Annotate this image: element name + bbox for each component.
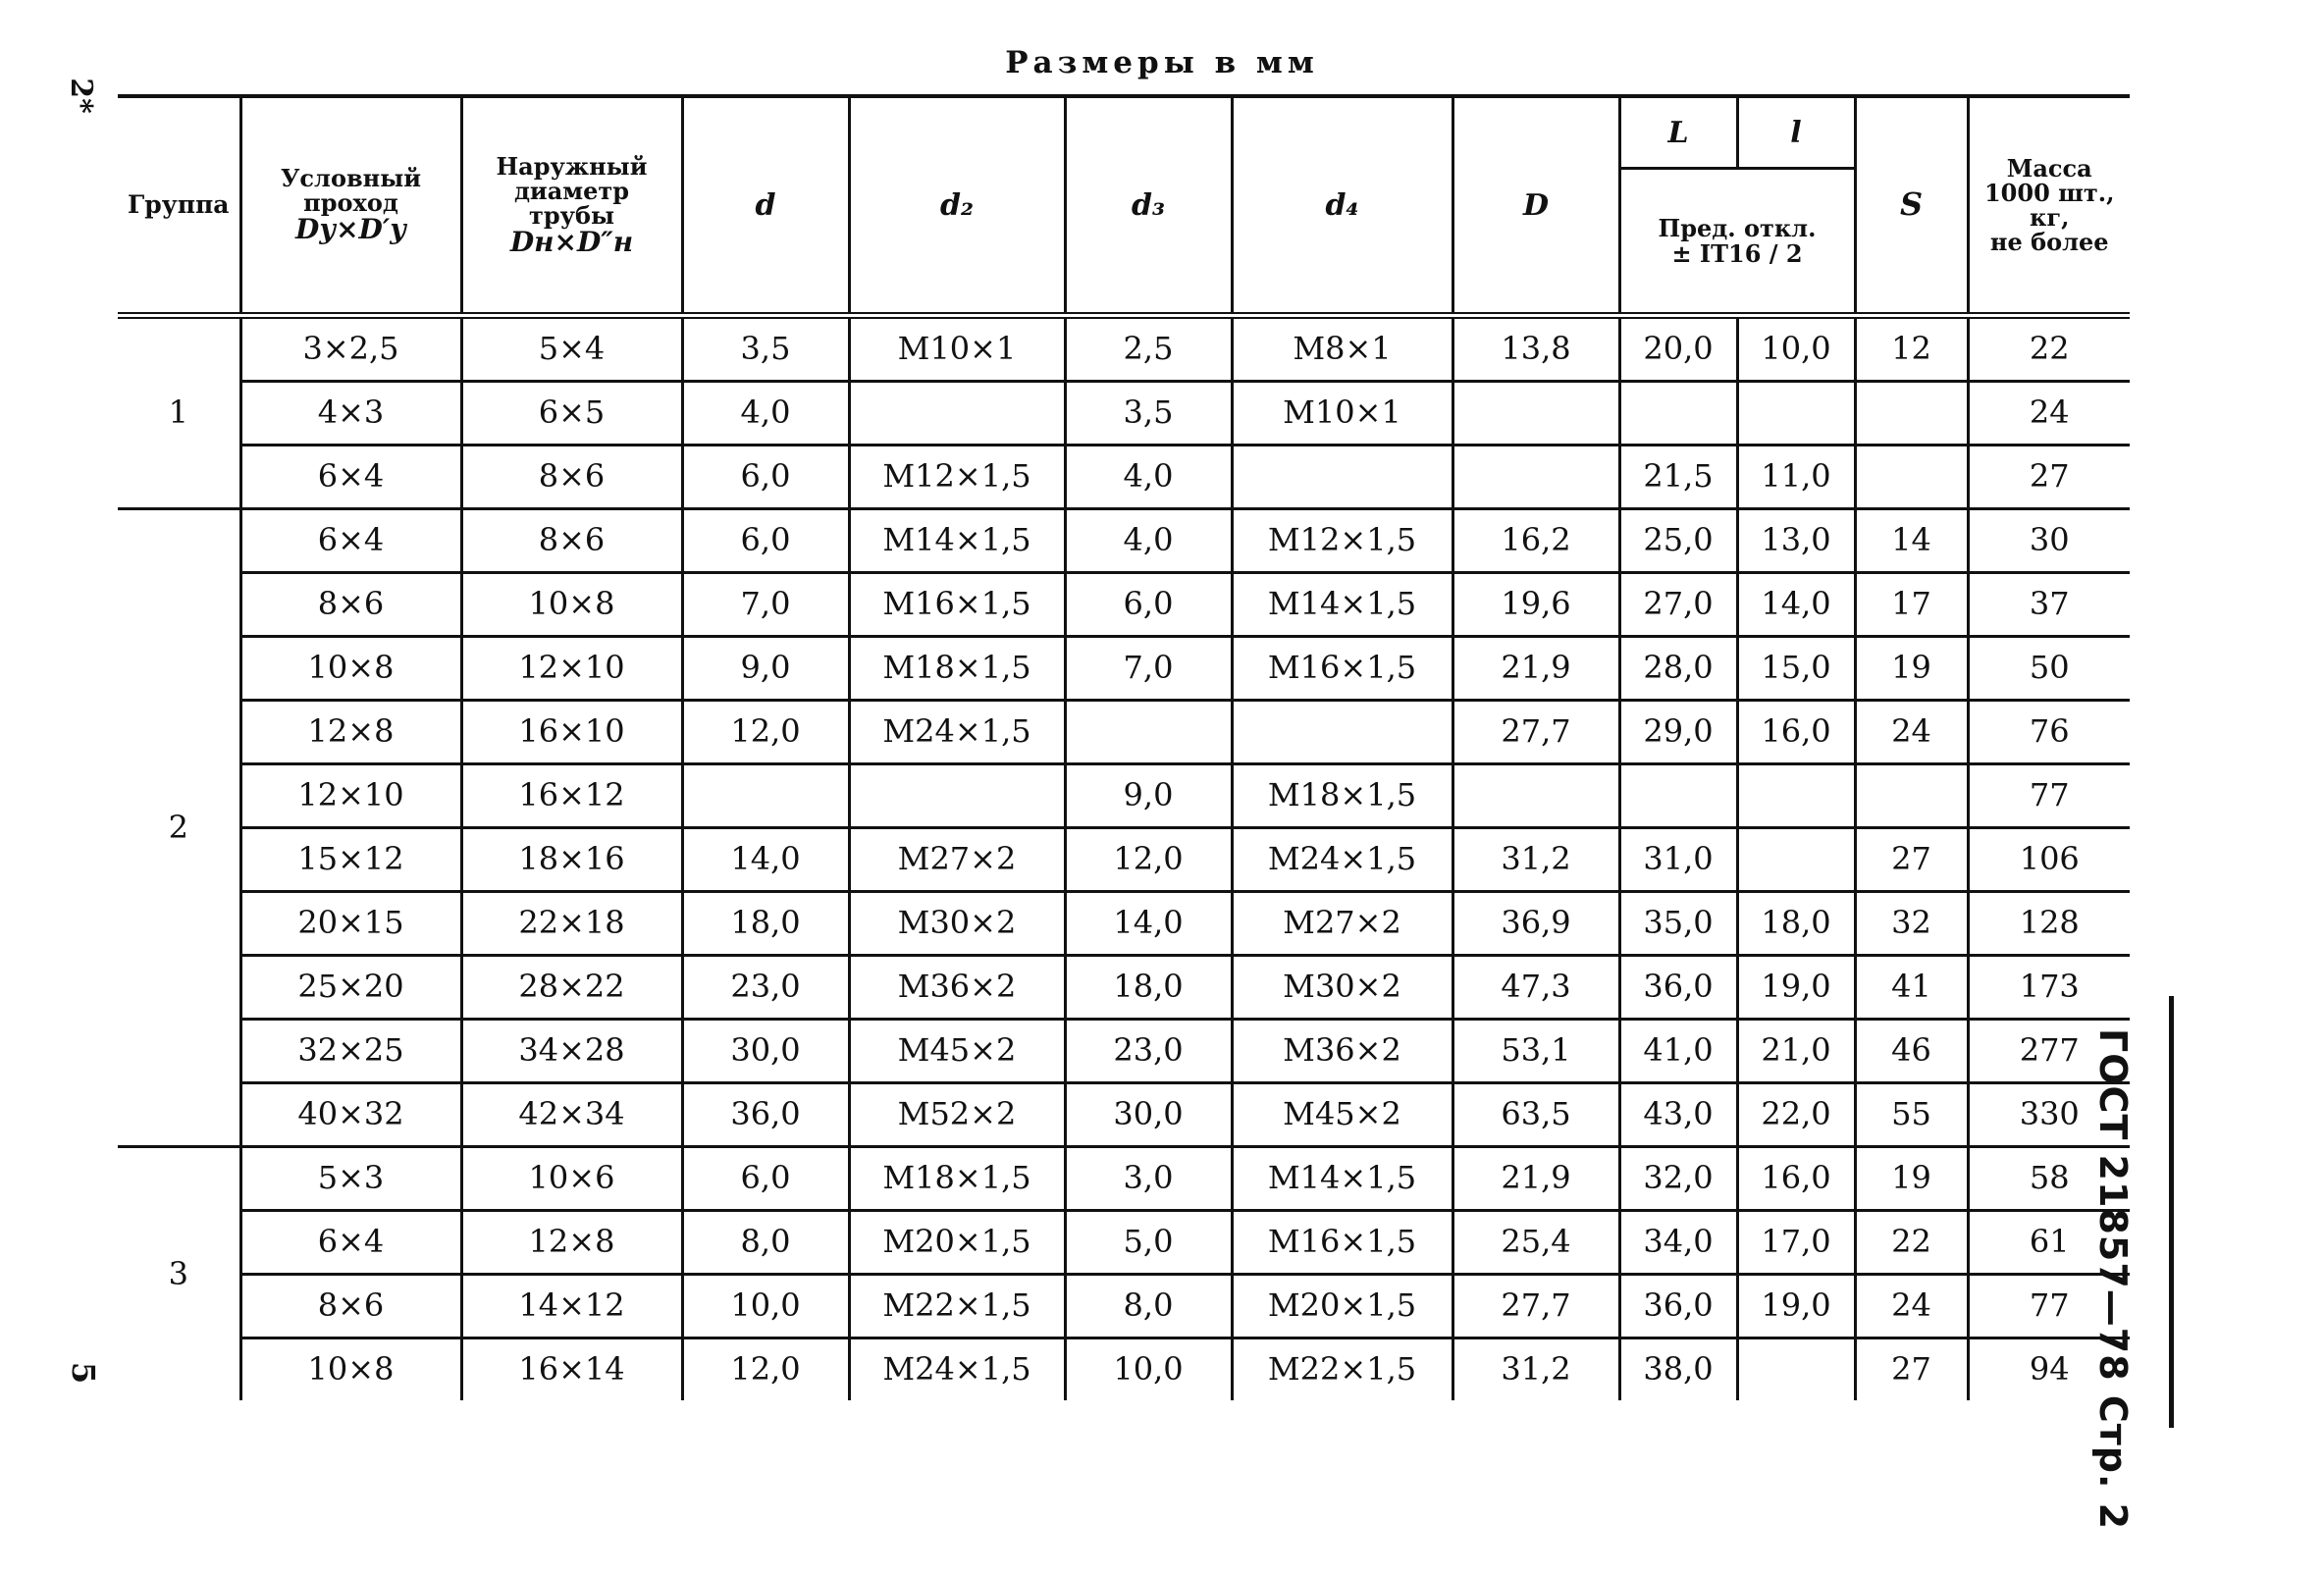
- header-dn-line2: диаметр: [513, 176, 630, 205]
- group-cell: 1: [118, 316, 240, 509]
- cell-d2: M14×1,5: [849, 509, 1065, 573]
- cell-d3: 4,0: [1065, 509, 1232, 573]
- header-L: L: [1619, 96, 1737, 169]
- page-mark-top: 2*: [63, 78, 98, 114]
- cell-L: 20,0: [1619, 316, 1737, 382]
- cell-l: 16,0: [1737, 1147, 1855, 1211]
- cell-D: 21,9: [1452, 1147, 1619, 1211]
- table-row: [118, 637, 2130, 701]
- cell-d3: 9,0: [1065, 764, 1232, 828]
- table-row: [118, 1147, 2130, 1211]
- cell-dn: 18×16: [461, 828, 682, 892]
- cell-dy: 10×8: [240, 1338, 461, 1401]
- table-row: [118, 892, 2130, 956]
- cell-l: 14,0: [1737, 573, 1855, 637]
- table-row: [118, 828, 2130, 892]
- cell-d3: 4,0: [1065, 446, 1232, 509]
- table-row: [118, 1338, 2130, 1401]
- cell-L: 25,0: [1619, 509, 1737, 573]
- cell-d3: 7,0: [1065, 637, 1232, 701]
- cell-d3: 18,0: [1065, 956, 1232, 1020]
- cell-d2: M27×2: [849, 828, 1065, 892]
- header-mass-line3: кг,: [2030, 203, 2070, 232]
- cell-L: 28,0: [1619, 637, 1737, 701]
- cell-dn: 5×4: [461, 316, 682, 382]
- table-row: [118, 1083, 2130, 1147]
- cell-L: 29,0: [1619, 701, 1737, 764]
- cell-S: 41: [1855, 956, 1968, 1020]
- header-d4: d₄: [1232, 96, 1452, 316]
- cell-S: 14: [1855, 509, 1968, 573]
- header-dn-line1: Наружный: [496, 151, 648, 181]
- cell-l: [1737, 828, 1855, 892]
- cell-mass: 330: [1968, 1083, 2130, 1147]
- cell-dy: 12×8: [240, 701, 461, 764]
- cell-dn: 22×18: [461, 892, 682, 956]
- cell-d3: 14,0: [1065, 892, 1232, 956]
- cell-d: 6,0: [682, 1147, 849, 1211]
- cell-dn: 16×12: [461, 764, 682, 828]
- cell-d: 14,0: [682, 828, 849, 892]
- cell-dy: 8×6: [240, 573, 461, 637]
- header-group: Группа: [118, 96, 240, 316]
- cell-D: 21,9: [1452, 637, 1619, 701]
- cell-dy: 40×32: [240, 1083, 461, 1147]
- cell-dn: 16×14: [461, 1338, 682, 1401]
- cell-S: 22: [1855, 1211, 1968, 1275]
- cell-L: 35,0: [1619, 892, 1737, 956]
- cell-d: 8,0: [682, 1211, 849, 1275]
- cell-d2: M18×1,5: [849, 1147, 1065, 1211]
- cell-l: 10,0: [1737, 316, 1855, 382]
- cell-d4: M36×2: [1232, 1020, 1452, 1083]
- cell-d3: 10,0: [1065, 1338, 1232, 1401]
- cell-mass: 173: [1968, 956, 2130, 1020]
- cell-S: 27: [1855, 828, 1968, 892]
- cell-d3: 3,5: [1065, 382, 1232, 446]
- cell-dy: 6×4: [240, 1211, 461, 1275]
- cell-d: 6,0: [682, 509, 849, 573]
- cell-S: [1855, 446, 1968, 509]
- header-d2: d₂: [849, 96, 1065, 316]
- cell-S: 27: [1855, 1338, 1968, 1401]
- cell-d4: M12×1,5: [1232, 509, 1452, 573]
- cell-l: [1737, 764, 1855, 828]
- cell-D: 36,9: [1452, 892, 1619, 956]
- cell-S: 24: [1855, 1275, 1968, 1338]
- cell-D: [1452, 446, 1619, 509]
- cell-L: 36,0: [1619, 956, 1737, 1020]
- cell-d3: [1065, 701, 1232, 764]
- table-row: [118, 701, 2130, 764]
- cell-D: [1452, 382, 1619, 446]
- cell-dy: 4×3: [240, 382, 461, 446]
- header-dy-symbol: Dу×D′у: [295, 213, 406, 246]
- side-rule: [2169, 996, 2174, 1428]
- cell-d4: M10×1: [1232, 382, 1452, 446]
- cell-L: 34,0: [1619, 1211, 1737, 1275]
- cell-d3: 6,0: [1065, 573, 1232, 637]
- cell-d3: 30,0: [1065, 1083, 1232, 1147]
- header-mass-line2: 1000 шт.,: [1983, 178, 2115, 207]
- cell-mass: 277: [1968, 1020, 2130, 1083]
- header-dn-symbol: Dн×D″н: [509, 226, 634, 259]
- cell-dn: 16×10: [461, 701, 682, 764]
- header-dn-line3: трубы: [528, 200, 615, 230]
- cell-mass: 128: [1968, 892, 2130, 956]
- table-row: [118, 764, 2130, 828]
- cell-L: 38,0: [1619, 1338, 1737, 1401]
- cell-d4: M22×1,5: [1232, 1338, 1452, 1401]
- cell-d4: M8×1: [1232, 316, 1452, 382]
- cell-S: 55: [1855, 1083, 1968, 1147]
- standard-side-label: ГОСТ 21857—78 Стр. 2: [2091, 1028, 2135, 1531]
- header-d3: d₃: [1065, 96, 1232, 316]
- header-conditional-passage: [240, 96, 461, 316]
- cell-d4: M30×2: [1232, 956, 1452, 1020]
- cell-d: 4,0: [682, 382, 849, 446]
- cell-d: 7,0: [682, 573, 849, 637]
- cell-mass: 30: [1968, 509, 2130, 573]
- cell-S: 32: [1855, 892, 1968, 956]
- cell-l: 13,0: [1737, 509, 1855, 573]
- cell-d: 18,0: [682, 892, 849, 956]
- cell-dn: 42×34: [461, 1083, 682, 1147]
- cell-L: 43,0: [1619, 1083, 1737, 1147]
- cell-d2: M52×2: [849, 1083, 1065, 1147]
- cell-mass: 106: [1968, 828, 2130, 892]
- header-d: d: [682, 96, 849, 316]
- cell-L: 41,0: [1619, 1020, 1737, 1083]
- table-row: [118, 1020, 2130, 1083]
- cell-D: [1452, 764, 1619, 828]
- cell-dy: 10×8: [240, 637, 461, 701]
- cell-d3: 23,0: [1065, 1020, 1232, 1083]
- cell-d4: M14×1,5: [1232, 573, 1452, 637]
- cell-l: 21,0: [1737, 1020, 1855, 1083]
- cell-mass: 22: [1968, 316, 2130, 382]
- cell-dy: 15×12: [240, 828, 461, 892]
- group-cell: 3: [118, 1147, 240, 1401]
- cell-d4: [1232, 446, 1452, 509]
- cell-d2: M22×1,5: [849, 1275, 1065, 1338]
- cell-d3: 8,0: [1065, 1275, 1232, 1338]
- table-row: [118, 316, 2130, 382]
- cell-dn: 28×22: [461, 956, 682, 1020]
- cell-dn: 10×8: [461, 573, 682, 637]
- cell-mass: 61: [1968, 1211, 2130, 1275]
- cell-dy: 6×4: [240, 446, 461, 509]
- header-D: D: [1452, 96, 1619, 316]
- cell-mass: 94: [2029, 1350, 2070, 1389]
- cell-dy: 5×3: [240, 1147, 461, 1211]
- table-row: [118, 509, 2130, 573]
- header-mass-line4: не более: [1989, 228, 2109, 257]
- cell-D: 63,5: [1452, 1083, 1619, 1147]
- cell-d2: M30×2: [849, 892, 1065, 956]
- cell-d4: M27×2: [1232, 892, 1452, 956]
- cell-dy: 25×20: [240, 956, 461, 1020]
- cell-d4: M18×1,5: [1232, 764, 1452, 828]
- cell-d2: M20×1,5: [849, 1211, 1065, 1275]
- cell-dn: 6×5: [461, 382, 682, 446]
- cell-D: 27,7: [1452, 701, 1619, 764]
- table-row: [118, 446, 2130, 509]
- cell-S: 46: [1855, 1020, 1968, 1083]
- cell-d2: M16×1,5: [849, 573, 1065, 637]
- cell-d4: M16×1,5: [1232, 1211, 1452, 1275]
- header-dy-line2: проход: [303, 188, 398, 218]
- cell-D: 27,7: [1452, 1275, 1619, 1338]
- cell-L: 31,0: [1619, 828, 1737, 892]
- cell-d: 36,0: [682, 1083, 849, 1147]
- table-row: [118, 1211, 2130, 1275]
- cell-D: 31,2: [1452, 828, 1619, 892]
- cell-l: 19,0: [1737, 1275, 1855, 1338]
- cell-D: 53,1: [1452, 1020, 1619, 1083]
- cell-L: 27,0: [1619, 573, 1737, 637]
- cell-D: 25,4: [1452, 1211, 1619, 1275]
- cell-mass: 24: [1968, 382, 2130, 446]
- cell-d3: 3,0: [1065, 1147, 1232, 1211]
- table-body: [118, 316, 2130, 1401]
- cell-l: 22,0: [1737, 1083, 1855, 1147]
- cell-S: 17: [1855, 573, 1968, 637]
- header-mass: [1968, 96, 2130, 316]
- cell-L: 36,0: [1619, 1275, 1737, 1338]
- cell-L: 32,0: [1619, 1147, 1737, 1211]
- header-S: S: [1855, 96, 1968, 316]
- cell-d: 23,0: [682, 956, 849, 1020]
- cell-d: [682, 764, 849, 828]
- group-cell: 2: [118, 509, 240, 1147]
- cell-d2: M12×1,5: [849, 446, 1065, 509]
- header-outer-diameter: [461, 96, 682, 316]
- cell-d: 10,0: [682, 1275, 849, 1338]
- cell-D: 13,8: [1452, 316, 1619, 382]
- header-tolerance-line1: Пред. откл.: [1658, 214, 1817, 243]
- cell-l: 19,0: [1737, 956, 1855, 1020]
- cell-d: 30,0: [682, 1020, 849, 1083]
- table-row: [118, 382, 2130, 446]
- cell-dy: 32×25: [240, 1020, 461, 1083]
- cell-L: [1619, 764, 1737, 828]
- cell-d3: 5,0: [1065, 1211, 1232, 1275]
- cell-d4: [1232, 701, 1452, 764]
- header-mass-line1: Масса: [2006, 153, 2092, 183]
- cell-d4: M20×1,5: [1232, 1275, 1452, 1338]
- cell-d4: M14×1,5: [1232, 1147, 1452, 1211]
- cell-dy: 12×10: [240, 764, 461, 828]
- cell-l: [1737, 382, 1855, 446]
- cell-d4: M16×1,5: [1232, 637, 1452, 701]
- cell-mass: 37: [1968, 573, 2130, 637]
- cell-mass: 50: [1968, 637, 2130, 701]
- header-tolerance-line2: ± IT16 / 2: [1671, 238, 1803, 268]
- header-l: l: [1737, 96, 1855, 169]
- cell-S: 19: [1855, 1147, 1968, 1211]
- cell-l: 11,0: [1737, 446, 1855, 509]
- cell-dy: 3×2,5: [240, 316, 461, 382]
- table-row: [118, 1275, 2130, 1338]
- cell-dy: 8×6: [240, 1275, 461, 1338]
- cell-d3: 2,5: [1065, 316, 1232, 382]
- cell-S: [1855, 382, 1968, 446]
- cell-l: 18,0: [1737, 892, 1855, 956]
- cell-D: 47,3: [1452, 956, 1619, 1020]
- cell-l: 16,0: [1737, 701, 1855, 764]
- dimensions-table: [118, 94, 2130, 1400]
- cell-d2: M45×2: [849, 1020, 1065, 1083]
- header-tolerance: [1619, 169, 1855, 316]
- cell-dn: 10×6: [461, 1147, 682, 1211]
- cell-d2: M24×1,5: [849, 1338, 1065, 1401]
- cell-dy: 20×15: [240, 892, 461, 956]
- cell-d4: M24×1,5: [1232, 828, 1452, 892]
- cell-dn: 12×8: [461, 1211, 682, 1275]
- cell-dn: 8×6: [461, 509, 682, 573]
- cell-S: 19: [1855, 637, 1968, 701]
- cell-dn: 12×10: [461, 637, 682, 701]
- cell-dn: 34×28: [461, 1020, 682, 1083]
- cell-mass: 77: [1968, 1275, 2130, 1338]
- cell-L: 21,5: [1619, 446, 1737, 509]
- cell-dn: 14×12: [461, 1275, 682, 1338]
- header-dy-line1: Условный: [280, 164, 422, 193]
- cell-d2: M18×1,5: [849, 637, 1065, 701]
- cell-S: [1855, 764, 1968, 828]
- table-row: [118, 573, 2130, 637]
- cell-d: 3,5: [682, 316, 849, 382]
- cell-l: 17,0: [1737, 1211, 1855, 1275]
- table-caption: Размеры в мм: [1005, 45, 1319, 80]
- cell-l: [1737, 1338, 1855, 1401]
- cell-mass: 27: [1968, 446, 2130, 509]
- cell-d: 9,0: [682, 637, 849, 701]
- cell-d4: M45×2: [1232, 1083, 1452, 1147]
- cell-S: 24: [1855, 701, 1968, 764]
- cell-D: 19,6: [1452, 573, 1619, 637]
- table-row: [118, 956, 2130, 1020]
- cell-dy: 6×4: [240, 509, 461, 573]
- cell-d2: M10×1: [849, 316, 1065, 382]
- cell-mass: 58: [1968, 1147, 2130, 1211]
- cell-d2: M36×2: [849, 956, 1065, 1020]
- cell-d: 6,0: [682, 446, 849, 509]
- cell-L: [1619, 382, 1737, 446]
- cell-d2: M24×1,5: [849, 701, 1065, 764]
- cell-D: 16,2: [1452, 509, 1619, 573]
- cell-d: 12,0: [682, 701, 849, 764]
- cell-d3: 12,0: [1065, 828, 1232, 892]
- cell-d2: [849, 764, 1065, 828]
- cell-mass: 77: [1968, 764, 2130, 828]
- page-number-left: 5: [65, 1361, 103, 1385]
- cell-mass: 76: [1968, 701, 2130, 764]
- cell-dn: 8×6: [461, 446, 682, 509]
- cell-S: 12: [1855, 316, 1968, 382]
- cell-d2: [849, 382, 1065, 446]
- cell-d: 12,0: [682, 1338, 849, 1401]
- cell-D: 31,2: [1452, 1338, 1619, 1401]
- cell-l: 15,0: [1737, 637, 1855, 701]
